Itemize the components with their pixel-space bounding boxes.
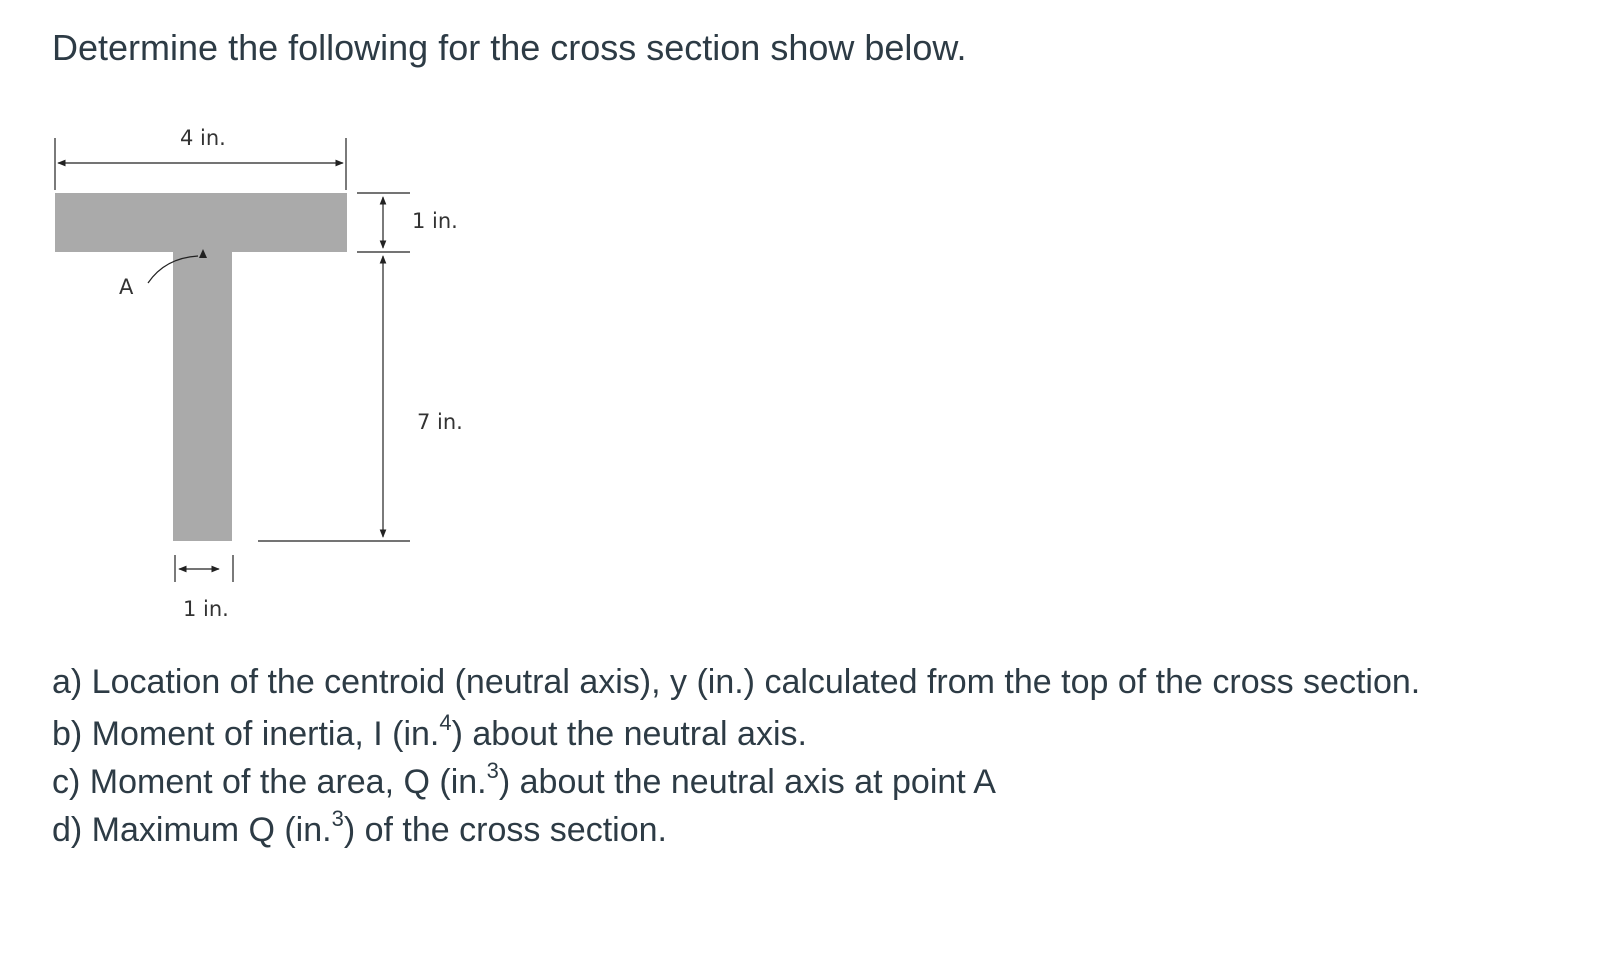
question-b: b) Moment of inertia, I (in.$^4$) about the neutral axis.	[52, 709, 807, 753]
t-section-figure	[0, 0, 520, 640]
flange-thickness-label: 1 in.	[412, 209, 458, 233]
exponent-3: 3	[331, 805, 344, 831]
flange-thickness-dimension	[357, 193, 458, 252]
question-a: a) Location of the centroid (neutral axis), y (in.) calculated from the top of the cross section.	[52, 663, 1421, 701]
problem-heading: Determine the following for the cross section show below.	[52, 27, 967, 68]
exponent-3: 3	[486, 757, 499, 783]
question-d: d) Maximum Q (in.$^3$) of the cross section.	[52, 805, 667, 849]
question-list	[52, 660, 1512, 854]
point-a-label: A	[119, 275, 134, 299]
web	[173, 252, 232, 541]
web-width-dimension	[175, 555, 233, 621]
flange-width-label: 4 in.	[180, 126, 226, 150]
web-width-label: 1 in.	[183, 597, 229, 621]
web-height-dimension	[258, 256, 463, 541]
question-c: c) Moment of the area, Q (in.$^3$) about the neutral axis at point A	[52, 757, 996, 801]
flange-width-dimension	[55, 126, 346, 190]
web-height-label: 7 in.	[417, 410, 463, 434]
exponent-4: 4	[439, 709, 452, 735]
flange	[55, 193, 347, 252]
